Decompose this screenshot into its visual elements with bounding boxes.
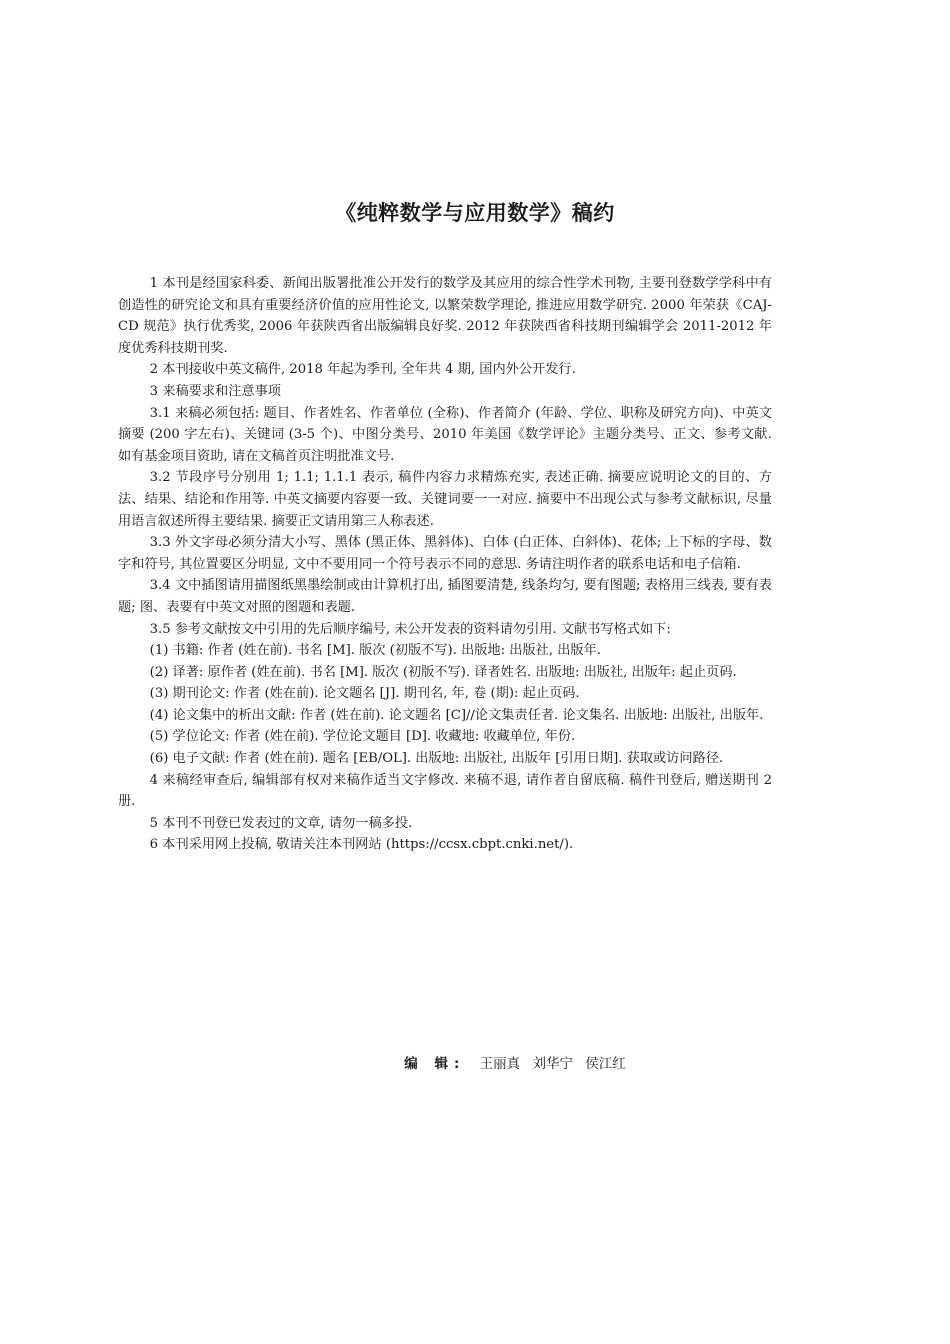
paragraph-3-5: 3.5 参考文献按文中引用的先后顺序编号, 未公开发表的资料请勿引用. 文献书写格式如下:: [149, 621, 671, 637]
reference-format-journal: (3) 期刊论文: 作者 (姓在前). 论文题名 [J]. 期刊名, 年, 卷 (期): 起止页码.: [149, 686, 580, 702]
page-title: 《纯粹数学与应用数学》稿约: [335, 201, 615, 225]
paragraph-5: 5 本刊不刊登已发表过的文章, 请勿一稿多投.: [149, 815, 413, 831]
paragraph-3-2: 3.2 节段序号分别用 1; 1.1; 1.1.1 表示, 稿件内容力求精炼充实, 表述正确. 摘要应说明论文的目的、方法、结果、结论和作用等. 中英文摘要内容要一致、关键词要一一对应. 摘要中不出现公式与参考文献标识, 尽量用语言叙述所得主要结果. 摘要正文请用第三人称表述.: [118, 470, 772, 529]
reference-format-proceedings: (4) 论文集中的析出文献: 作者 (姓在前). 论文题名 [C]//论文集责任者. 论文集名. 出版地: 出版社, 出版年.: [149, 707, 764, 723]
editors-label: 编 辑:: [404, 1056, 466, 1072]
paragraph-4: 4 来稿经审查后, 编辑部有权对来稿作适当文字修改. 来稿不退, 请作者自留底稿. 稿件刊登后, 赠送期刊 2 册.: [118, 772, 772, 810]
paragraph-3-4: 3.4 文中插图请用描图纸黑墨绘制或由计算机打出, 插图要清楚, 线条均匀, 要有图题; 表格用三线表, 要有表题; 图、表要有中英文对照的图题和表题.: [118, 578, 772, 615]
editors-names: 王丽真 刘华宁 侯江红: [479, 1056, 626, 1072]
paragraph-3-3: 3.3 外文字母必须分清大小写、黑体 (黑正体、黑斜体)、白体 (白正体、白斜体)、花体; 上下标的字母、数字和符号, 其位置要区分明显, 文中不要用同一个符号表示不同的意思. 务请注明作者的联系电话和电子信箱.: [118, 535, 772, 572]
reference-format-translation: (2) 译著: 原作者 (姓在前). 书名 [M]. 版次 (初版不写). 译者姓名. 出版地: 出版社, 出版年: 起止页码.: [149, 664, 737, 680]
paragraph-6: 6 本刊采用网上投稿, 敬请关注本刊网站 (https://ccsx.cbpt.cnki.net/).: [149, 837, 574, 853]
editors-line: [0, 1053, 950, 1075]
paragraph-2: 2 本刊接收中英文稿件, 2018 年起为季刊, 全年共 4 期, 国内外公开发行.: [149, 362, 576, 378]
paragraph-3-1: 3.1 来稿必须包括: 题目、作者姓名、作者单位 (全称)、作者简介 (年龄、学位、职称及研究方向)、中英文摘要 (200 字左右)、关键词 (3-5 个)、中图分类号、2010 年美国《数学评论》主题分类号、正文、参考文献. 如有基金项目资助, 请在文稿首页注明批准文号.: [118, 405, 772, 464]
paragraph-1: 1 本刊是经国家科委、新闻出版署批准公开发行的数学及其应用的综合性学术刊物, 主要刊登数学学科中有创造性的研究论文和具有重要经济价值的应用性论文, 以繁荣数学理论, 推进应用数学研究. 2000 年荣获《CAJ-CD 规范》执行优秀奖, 2006 年获陕西省出版编辑良好奖. 2012 年获陕西省科技期刊编辑学会 2011-2012 年度优秀科技期刊奖.: [118, 276, 772, 356]
paragraph-3: 3 来稿要求和注意事项: [149, 383, 281, 399]
reference-format-book: (1) 书籍: 作者 (姓在前). 书名 [M]. 版次 (初版不写). 出版地: 出版社, 出版年.: [149, 643, 601, 659]
document-body: [118, 273, 772, 856]
reference-format-electronic: (6) 电子文献: 作者 (姓在前). 题名 [EB/OL]. 出版地: 出版社, 出版年 [引用日期]. 获取或访问路径.: [149, 751, 724, 767]
reference-format-thesis: (5) 学位论文: 作者 (姓在前). 学位论文题目 [D]. 收藏地: 收藏单位, 年份.: [149, 729, 576, 745]
